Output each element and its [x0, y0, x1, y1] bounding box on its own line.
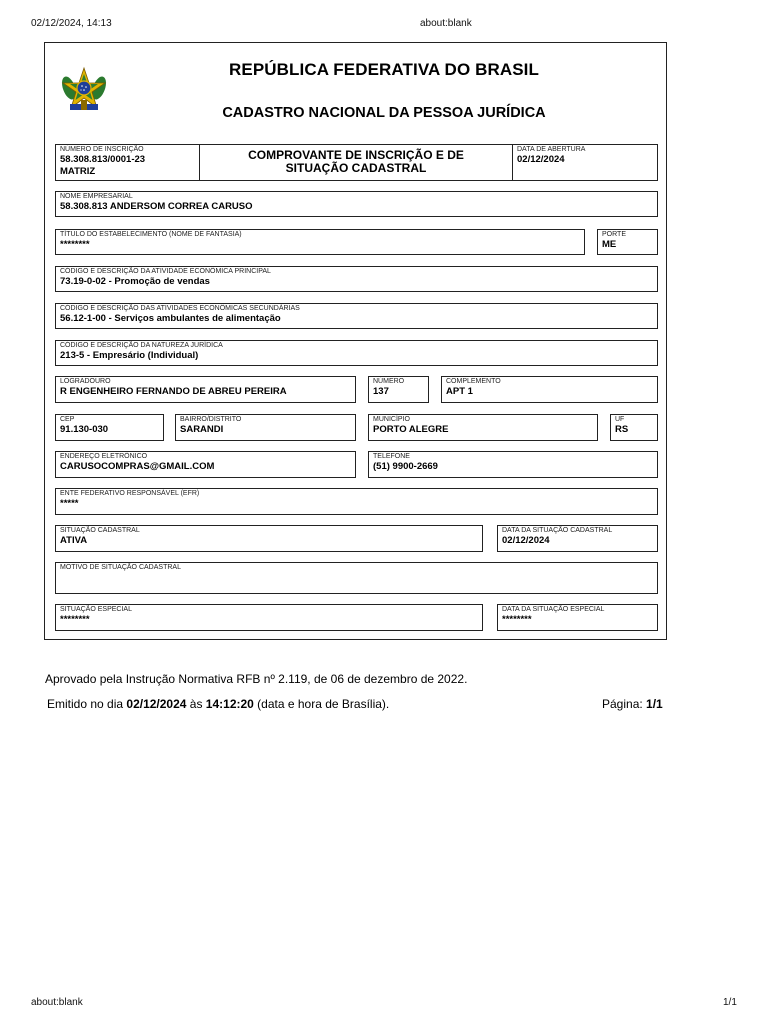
atividade-principal-label: CÓDIGO E DESCRIÇÃO DA ATIVIDADE ECONÔMICA PRINCIPAL	[60, 268, 271, 275]
numero-label: NÚMERO	[373, 378, 405, 385]
atividades-secundarias-box	[55, 303, 658, 329]
porte-value: ME	[602, 239, 617, 250]
emitted-middle: às	[186, 697, 206, 711]
municipio-box	[368, 414, 598, 441]
telefone-value: (51) 9900-2669	[373, 461, 438, 472]
complemento-value: APT 1	[446, 386, 473, 397]
municipio-label: MUNICÍPIO	[373, 416, 410, 423]
email-label: ENDEREÇO ELETRÔNICO	[60, 453, 148, 460]
titulo-estabelecimento-box	[55, 229, 585, 255]
data-situacao-especial-label: DATA DA SITUAÇÃO ESPECIAL	[502, 606, 605, 613]
logradouro-box	[55, 376, 356, 403]
email-value: CARUSOCOMPRAS@GMAIL.COM	[60, 461, 215, 472]
telefone-label: TELEFONE	[373, 453, 410, 460]
situacao-especial-value: ********	[60, 614, 90, 625]
nome-empresarial-label: NOME EMPRESARIAL	[60, 193, 133, 200]
data-abertura-label: DATA DE ABERTURA	[517, 146, 586, 153]
complemento-label: COMPLEMENTO	[446, 378, 501, 385]
emitted-suffix: (data e hora de Brasília).	[253, 697, 390, 711]
page-value: 1/1	[646, 697, 663, 711]
natureza-juridica-box	[55, 340, 658, 366]
situacao-cadastral-label: SITUAÇÃO CADASTRAL	[60, 527, 140, 534]
titulo-estabelecimento-label: TÍTULO DO ESTABELECIMENTO (NOME DE FANTASIA)	[60, 231, 242, 238]
document-title: REPÚBLICA FEDERATIVA DO BRASIL	[229, 60, 539, 79]
natureza-juridica-label: CÓDIGO E DESCRIÇÃO DA NATUREZA JURÍDICA	[60, 342, 223, 349]
logradouro-label: LOGRADOURO	[60, 378, 111, 385]
inscricao-type: MATRIZ	[60, 166, 96, 177]
motivo-situacao-label: MOTIVO DE SITUAÇÃO CADASTRAL	[60, 564, 181, 571]
uf-label: UF	[615, 416, 625, 423]
telefone-box	[368, 451, 658, 478]
print-footer-url: about:blank	[31, 997, 83, 1008]
situacao-cadastral-box	[55, 525, 483, 552]
inscricao-value: 58.308.813/0001-23	[60, 154, 146, 165]
uf-box	[610, 414, 658, 441]
logradouro-value: R ENGENHEIRO FERNANDO DE ABREU PEREIRA	[60, 386, 287, 397]
comprovante-title: COMPROVANTE DE INSCRIÇÃO E DE SITUAÇÃO CADASTRAL	[248, 148, 464, 175]
atividades-secundarias-value: 56.12-1-00 - Serviços ambulantes de alimentação	[60, 313, 281, 324]
complemento-box	[441, 376, 658, 403]
data-situacao-cadastral-value: 02/12/2024	[502, 535, 550, 546]
page-number	[602, 697, 663, 711]
situacao-especial-label: SITUAÇÃO ESPECIAL	[60, 606, 132, 613]
motivo-situacao-box	[55, 562, 658, 594]
data-situacao-cadastral-label: DATA DA SITUAÇÃO CADASTRAL	[502, 527, 613, 534]
print-footer-pages: 1/1	[723, 997, 737, 1008]
emitted-prefix: Emitido no dia	[47, 697, 127, 711]
cep-value: 91.130-030	[60, 424, 109, 435]
emitted-time: 14:12:20	[205, 697, 254, 711]
porte-label: PORTE	[602, 231, 626, 238]
situacao-cadastral-value: ATIVA	[60, 535, 88, 546]
atividade-principal-value: 73.19-0-02 - Promoção de vendas	[60, 276, 210, 287]
emitted-text	[47, 697, 389, 711]
nome-empresarial-box	[55, 191, 658, 217]
document-subtitle: CADASTRO NACIONAL DA PESSOA JURÍDICA	[222, 105, 546, 121]
page-label: Página:	[602, 697, 647, 711]
inscricao-box	[55, 144, 200, 181]
situacao-especial-box	[55, 604, 483, 631]
efr-value: *****	[60, 498, 79, 509]
titulo-estabelecimento-value: ********	[60, 239, 90, 250]
bairro-label: BAIRRO/DISTRITO	[180, 416, 242, 423]
atividade-principal-box	[55, 266, 658, 292]
inscricao-label: NÚMERO DE INSCRIÇÃO	[60, 146, 144, 153]
print-datetime: 02/12/2024, 14:13	[31, 18, 112, 29]
municipio-value: PORTO ALEGRE	[373, 424, 449, 435]
data-situacao-cadastral-box	[497, 525, 658, 552]
efr-box	[55, 488, 658, 515]
cep-label: CEP	[60, 416, 75, 423]
data-abertura-value: 02/12/2024	[517, 154, 565, 165]
nome-empresarial-value: 58.308.813 ANDERSOM CORREA CARUSO	[60, 201, 253, 212]
numero-box	[368, 376, 429, 403]
data-abertura-box	[512, 144, 658, 181]
atividades-secundarias-label: CÓDIGO E DESCRIÇÃO DAS ATIVIDADES ECONÔMICAS SECUNDÁRIAS	[60, 305, 300, 312]
efr-label: ENTE FEDERATIVO RESPONSÁVEL (EFR)	[60, 490, 200, 497]
uf-value: RS	[615, 424, 629, 435]
data-situacao-especial-box	[497, 604, 658, 631]
bairro-value: SARANDI	[180, 424, 224, 435]
emitted-date: 02/12/2024	[126, 697, 187, 711]
numero-value: 137	[373, 386, 389, 397]
email-box	[55, 451, 356, 478]
bairro-box	[175, 414, 356, 441]
cep-box	[55, 414, 164, 441]
data-situacao-especial-value: ********	[502, 614, 532, 625]
comprovante-box	[199, 144, 513, 181]
approval-text: Aprovado pela Instrução Normativa RFB nº 2.119, de 06 de dezembro de 2022.	[45, 672, 468, 686]
porte-box	[597, 229, 658, 255]
print-url: about:blank	[420, 18, 472, 29]
natureza-juridica-value: 213-5 - Empresário (Individual)	[60, 350, 199, 361]
